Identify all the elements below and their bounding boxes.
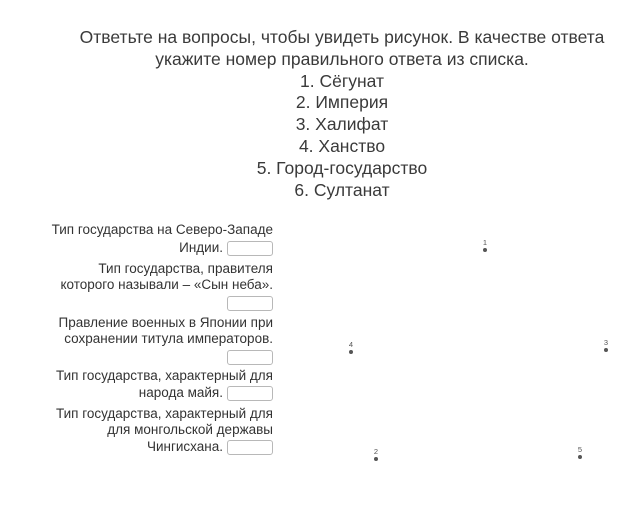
point-5: [573, 445, 587, 467]
point-dot: [349, 350, 353, 354]
option-3: 3. Халифат: [295, 114, 389, 135]
answer-input-2[interactable]: [227, 296, 273, 311]
option-5: 5. Город-государство: [256, 157, 428, 178]
option-2: 2. Империя: [295, 92, 389, 113]
point-3: [599, 338, 613, 360]
question-3: [58, 315, 273, 367]
answer-input-5[interactable]: [227, 440, 273, 455]
instructions-line-2: укажите номер правильного ответа из списка.: [155, 48, 529, 69]
point-label: 5: [577, 445, 583, 454]
question-4-text: народа майя.: [138, 384, 223, 400]
instructions: [60, 27, 624, 201]
point-label: 3: [603, 338, 609, 347]
question-2: [60, 261, 273, 313]
question-5-text: для монгольской державы: [107, 421, 273, 437]
question-1-text: Тип государства на Северо-Западе: [51, 222, 273, 237]
point-label: 4: [348, 340, 354, 349]
point-dot: [483, 248, 487, 252]
question-2-text: которого называли – «Сын неба».: [60, 276, 273, 292]
instructions-line-1: Ответьте на вопросы, чтобы увидеть рисунок. В качестве ответа: [79, 27, 605, 47]
question-4: [56, 368, 273, 401]
point-2: [369, 447, 383, 469]
answer-input-3[interactable]: [227, 350, 273, 365]
question-3-text: сохранении титула императоров.: [64, 330, 273, 346]
point-label: 1: [482, 238, 488, 247]
option-4: 4. Ханство: [298, 135, 386, 156]
question-5-text: Чингисхана.: [146, 438, 223, 454]
answer-input-4[interactable]: [227, 386, 273, 401]
point-4: [344, 340, 358, 362]
point-dot: [374, 457, 378, 461]
point-dot: [578, 455, 582, 459]
question-1-text: Индии.: [179, 239, 223, 255]
option-1: 1. Сёгунат: [300, 70, 384, 91]
question-5-text: Тип государства, характерный для: [55, 406, 273, 421]
answer-input-1[interactable]: [227, 241, 273, 256]
point-dot: [604, 348, 608, 352]
question-2-text: Тип государства, правителя: [98, 261, 273, 276]
point-1: [478, 238, 492, 260]
option-6: 6. Султанат: [294, 179, 390, 200]
point-label: 2: [373, 447, 379, 456]
question-4-text: Тип государства, характерный для: [55, 368, 273, 383]
question-5: [56, 406, 273, 455]
question-1: [52, 222, 273, 256]
question-3-text: Правление военных в Японии при: [58, 315, 273, 330]
